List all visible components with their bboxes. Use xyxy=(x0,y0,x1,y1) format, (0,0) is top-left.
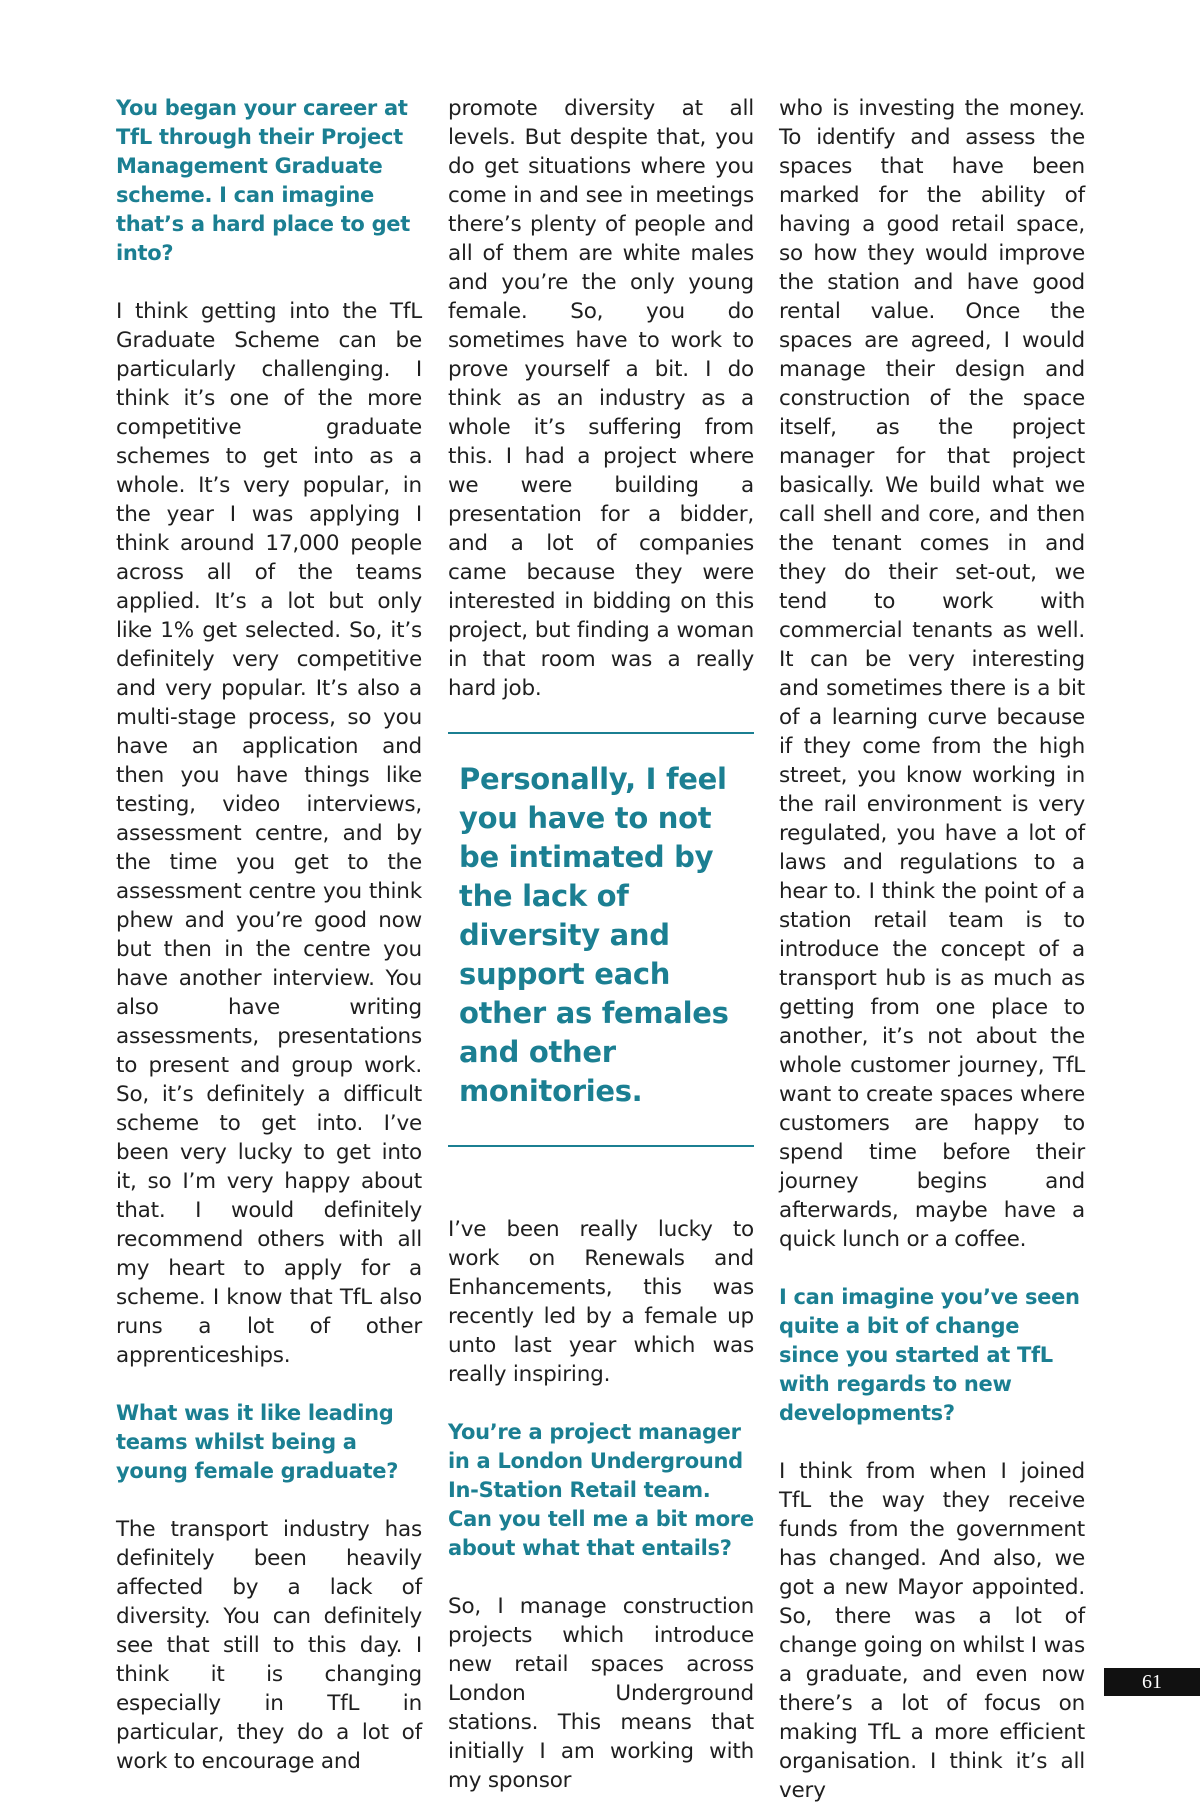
column-2 xyxy=(448,94,754,1795)
answer-paragraph: who is investing the money. To identify and assess the spaces that have been marked for the ability of having a good retail space, so how they would improve the station and have good rental value. Once the spaces are agreed, I would manage their design and construction of the space itself, as the project manager for that project basically. We build what we call shell and core, and then the tenant comes in and they do their set-out, we tend to work with commercial tenants as well. It can be very interesting and sometimes there is a bit of a learning curve because if they come from the high street, you know working in the rail environment is very regulated, you have a lot of laws and regulations to a hear to. I think the point of a station retail team is to introduce the concept of a transport hub is as much as getting from one place to another, it’s not about the whole customer journey, TfL want to create spaces where customers are happy to spend time before their journey begins and afterwards, maybe have a quick lunch or a coffee. xyxy=(779,96,1085,1252)
answer-paragraph: I think getting into the TfL Graduate Scheme can be particularly challenging. I think it’s one of the more competitive graduate schemes to get into as a whole. It’s very popular, in the year I was applying I think around 17,000 people across all of the teams applied. It’s a lot but only like 1% get selected. So, it’s definitely very competitive and very popular. It’s also a multi-stage process, so you have an application and then you have things like testing, video interviews, assessment centre, and by the time you get to the assessment centre you think phew and you’re good now but then in the centre you have another interview. You also have writing assessments, presentations to present and group work. So, it’s definitely a difficult scheme to get into. I’ve been very lucky to get into it, so I’m very happy about that. I would definitely recommend others with all my heart to apply for a scheme. I know that TfL also runs a lot of other apprenticeships. xyxy=(116,299,422,1368)
answer-paragraph: I think from when I joined TfL the way they receive funds from the government has changed. And also, we got a new Mayor appointed. So, there was a lot of change going on whilst I was a graduate, and even now there’s a lot of focus on making TfL a more efficient organisation. I think it’s all very xyxy=(779,1459,1085,1803)
answer-paragraph: The transport industry has definitely been heavily affected by a lack of diversity. You can definitely see that still to this day. I think it is changing especially in TfL in particular, they do a lot of work to encourage and xyxy=(116,1517,422,1774)
question-heading: You began your career at TfL through their Project Management Graduate scheme. I can imagine that’s a hard place to get into? xyxy=(116,96,410,265)
page-number: 61 xyxy=(1104,1668,1200,1696)
question-heading: You’re a project manager in a London Underground In-Station Retail team. Can you tell me a bit more about what that entails? xyxy=(448,1420,754,1560)
answer-paragraph: So, I manage construction projects which introduce new retail spaces across London Underground stations. This means that initially I am working with my sponsor xyxy=(448,1594,754,1793)
pull-quote-text: Personally, I feel you have to not be intimated by the lack of diversity and support each other as females and other monitories. xyxy=(459,762,729,1108)
question-heading: I can imagine you’ve seen quite a bit of change since you started at TfL with regards to new developments? xyxy=(779,1285,1080,1425)
answer-paragraph: promote diversity at all levels. But despite that, you do get situations where you come in and see in meetings there’s plenty of people and all of them are white males and you’re the only young female. So, you do sometimes have to work to prove yourself a bit. I do think as an industry as a whole it’s suffering from this. I had a project where we were building a presentation for a bidder, and a lot of companies came because they were interested in bidding on this project, but finding a woman in that room was a really hard job. xyxy=(448,96,754,701)
answer-paragraph: I’ve been really lucky to work on Renewals and Enhancements, this was recently led by a female up unto last year which was really inspiring. xyxy=(448,1217,754,1387)
column-3 xyxy=(779,94,1085,1805)
column-1 xyxy=(116,94,422,1776)
pull-quote xyxy=(448,732,754,1147)
question-heading: What was it like leading teams whilst being a young female graduate? xyxy=(116,1401,399,1483)
